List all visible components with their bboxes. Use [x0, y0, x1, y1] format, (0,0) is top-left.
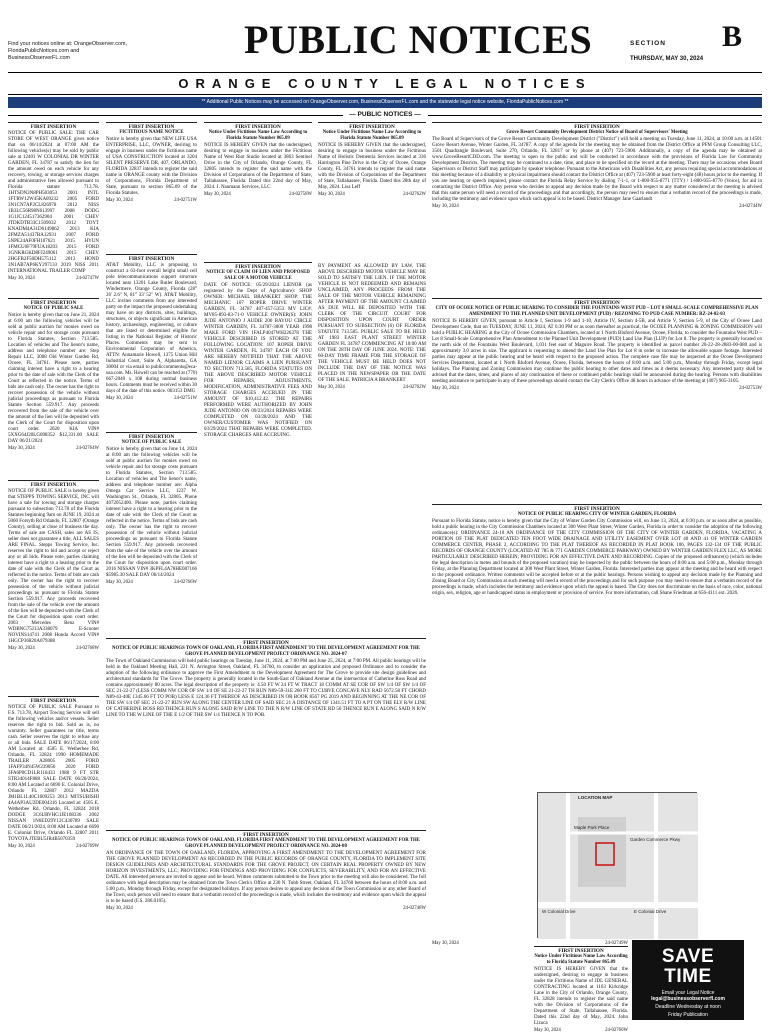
notice-footer: [534, 1028, 628, 1034]
notice-code: 24-02760W: [605, 1028, 628, 1034]
notice-heading: FIRST INSERTION: [30, 124, 77, 130]
notice-footer: [106, 396, 197, 402]
save-time-ad[interactable]: [632, 940, 744, 1020]
ad-email-link[interactable]: legal@businessobserverfl.com: [651, 996, 725, 1002]
notice-holistic-dementia: [318, 122, 426, 258]
notice-west-riot-studio: [204, 122, 312, 258]
notice-heading: FIRST INSERTION: [128, 434, 175, 440]
notice-claim-of-lien: [204, 262, 312, 634]
contact-line-3: BusinessObserverFL.com: [8, 55, 71, 61]
map-drawing: [538, 793, 698, 939]
notice-subheading: FICTITIOUS NAME NOTICE: [119, 130, 184, 136]
notice-body: Pursuant to Florida Statute, notice is hereby given that the City of Winter Garden City Commission will, on June 13, 2024, at 6:30 p.m. or as soon after as possible, hold a public hearing in the City Commission Chambers located at 300 West Plant Street, Winter Garden, Florida in order to consider the adoption of the following ordinance(s): ORDINANCE 24-10 AN ORDINANCE OF THE CITY COMMISSION OF THE CITY OF WINTER GARDEN, FLORIDA, VACATING A PORTION OF THE PLAT DEDICATED TEN FOOT WIDE DRAINAGE AND UTILITY EASEMENT OVER LOT 40 AND 41 OF WINTER GARDEN COMMERCE CENTER, PHASE 2, ACCORDING TO THE PLAT THEREOF AS RECORDED IN PLAT BOOK 106, PAGES 132-134 OF THE PUBLIC RECORDS OF ORANGE COUNTY (LOCATED AT 785 & 771 GARDEN COMMERCE PARKWAY) OWNED BY WINTER GARDEN FLEX LLC, AS MORE PARTICULARLY DESCRIBED HEREIN; PROVIDING FOR AN EFFECTIVE DATE AND RECORDING. Copies of the proposed ordinance(s) (which includes the legal description in metes and bounds of the proposed vacation) may be inspected by the public between the hours of 8:00 a.m. and 5:00 p.m., Monday through Friday, at the Planning Department located at 300 West Plant Street, Winter Garden, Florida. Interested parties may appear at the meeting and be heard with respect to the proposed ordinance. Written comments will be accepted before or at the public hearings. Persons wishing to appeal any decision made by the Planning and Zoning Board or City Commission at such meeting will need a record of the proceedings and for such purpose you may need to ensure that a verbatim record of the proceedings is made, which includes the testimony and evidence upon which the appeal is based. The City does not discriminate on the basis of race, color, national origin, sex, religion, age or handicapped status in employment or provision of service. For more information, call Shane Friedman at 656-4111 ext. 2026.: [432, 519, 762, 597]
notice-oakland-ord-2024-07: [106, 638, 426, 826]
notice-oakland-ord-2024-08: [106, 830, 426, 1020]
notice-heading: FIRST INSERTION: [243, 640, 289, 646]
notice-subheading: NOTICE OF PUBLIC HEARING CITY OF WINTER GARDEN, FLORIDA: [517, 512, 677, 518]
banner-rule: [8, 94, 762, 95]
notice-subheading: NOTICE OF PUBLIC SALE: [23, 306, 84, 312]
map-label-e-colonial: E Colonial Drive: [634, 909, 667, 914]
notice-heading: FIRST INSERTION: [30, 300, 77, 306]
notice-date: May 30, 2024: [106, 906, 133, 912]
notice-winter-garden: [432, 504, 762, 788]
map-label-commerce: Garden Commerce Pkwy: [630, 837, 681, 842]
notice-stepps-towing: [8, 480, 99, 692]
ad-line-email: Email your Legal Notice: [661, 990, 715, 996]
notice-code: 24-02758W: [289, 192, 312, 198]
notice-heading: FIRST INSERTION: [349, 124, 395, 130]
notice-grove-resort-cdd: [432, 122, 762, 294]
notice-date: May 30, 2024: [534, 1028, 561, 1034]
notice-footer: [432, 204, 762, 210]
notice-airport-towing: [8, 696, 99, 1020]
notice-footer: [106, 580, 197, 586]
notice-footer: [8, 646, 99, 652]
notice-body: NOTICE IS HEREBY GIVEN that the undersigned, desiring to engage in business under the Fictitious Name of Holistic Dementia Services located at 336 Harrington Pine Drive in the City of Ocoee, Orange County, FL 34761 intends to register the said name with the Division of Corporations of the Department of State, Tallahassee, Florida. Dated this 28th day of May, 2024. Lisa Leff: [318, 143, 426, 191]
notice-date: May 30, 2024: [318, 192, 345, 198]
notice-footer: [106, 906, 426, 912]
notice-heading: FIRST INSERTION: [235, 124, 281, 130]
section-letter: B: [722, 20, 743, 53]
location-map: [537, 792, 697, 938]
ad-title-time: TIME: [664, 966, 712, 987]
section-word: SECTION: [630, 40, 666, 47]
notice-code: 24-02769W: [76, 844, 99, 850]
notice-footer: [432, 386, 762, 392]
notice-claim-of-lien-continued: [318, 262, 426, 634]
notice-date: May 30, 2024: [8, 646, 35, 652]
notice-footer: [204, 192, 312, 198]
notice-date: May 30, 2024: [106, 198, 133, 204]
notice-code: 24-02768W: [76, 646, 99, 652]
notice-heading: FIRST INSERTION: [128, 124, 175, 130]
notice-alpha-omega: [106, 432, 197, 634]
ad-title-save: SAVE: [661, 946, 715, 967]
notice-code: 24-02764W: [76, 446, 99, 452]
notice-body: NOTICE IS HEREBY GIVEN, pursuant to Article I, Sections 1-9 and 1-10, Article IV, Section 4-5B, and Article V, Section 5-9, of the City of Ocoee Land Development Code, that on TUESDAY, JUNE 11, 2024, AT 6:30 PM or as soon thereafter as practical, the OCOEE PLANNING & ZONING COMMISSION will hold a PUBLIC HEARING at the City of Ocoee Commission Chambers, located at 1 North Bluford Avenue, Ocoee, Florida, to consider the Fountains West PUD – Lot 8 Small-Scale Comprehensive Plan Amendment to the Planned Unit Development (PUD) Land Use Plan (LUP) for Lot 8. The property is generally located on the north side of the Fountains West Boulevard, 1,031 feet east of Maguire Road. The property is identified as parcel number 20-22-28-2883-00-080 and is approximately 3.0 acres in size. The applicant is requesting to amend the Land Use Plan for Lot 8 in order to increase the allowable square footage. Interested parties may appear at the public hearing and be heard with respect to the proposed action. The complete case file may be inspected at the Ocoee Development Services Department, located at 1 North Bluford Avenue, Ocoee, Florida, between the hours of 8:00 a.m. and 5:00 p.m., Monday through Friday, except legal holidays. The Planning and Zoning Commission may continue the public hearing to other dates and times as it deems necessary. Any interested party shall be advised that the dates, times, and places of any continuation of these or continued public hearings shall be announced during the hearing. Persons with disabilities needing assistance to participate in any of these proceedings should contact the City Clerk's Office 48 hours in advance of the meeting at (407) 905-3105.: [432, 319, 762, 385]
notice-subheading: Notice Under Fictitious Name Law According to Florida Statute Number 865.09: [208, 130, 308, 142]
notice-heading: FIRST INSERTION: [574, 124, 620, 130]
notice-code: 24-02751W: [174, 396, 197, 402]
top-rule: [8, 72, 762, 73]
notice-code: 24-02762W: [403, 385, 426, 390]
notice-body: NOTICE IS HEREBY GIVEN that the undersigned, desiring to engage in business under the Fictitious Name of West Riot Studio located at 3863 Sentinel Drive in the City of Orlando, Orange County, FL 32805 intends to register the said name with the Division of Corporations of the Department of State, Tallahassee, Florida. Dated this 22nd day of May, 2024. J. Naumann Services, LLC: [204, 143, 312, 191]
notice-body: NOTICE OF PUBLIC SALE is hereby given that STEPPS TOWING SERVICE, INC will have a sale for towing and storage charges pursuant to subsection 713.78 of the Florida Statutes beginning 9am on JUNE 19, 2024 at 5060 Forsyth Rd Orlando, FL 32807 (Orange County), selling at close of business the day. Terms of sale are CASH, sales are AS IS, seller does not guarantee a title, ALL SALES ARE FINAL. Stepps Towing Service, Inc. reserves the right to bid and accept or reject any or all bids. Please note, parties claiming interest have a right to a hearing prior to the date of sale with the Clerk of the Court as reflected in the notice. Terms of bids are cash only. The owner has the right to recover possession of the vehicle without judicial proceedings as pursuant to Florida Statute Section 559.917. Any proceeds recovered from the sale of the vehicle over the amount of the lien will be deposited with the Clerk of the Court for disposition upon court order. 2003 Mercedes Benz VIN# WDBNG75J13A338079 E-Scooter NOVINS14741 2008 Honda Accord VIN# 1HGCP36820A079388: [8, 489, 99, 645]
notice-body: AT&T Mobility, LLC is proposing to construct a 63-foot overall height small cell pole telecommunications support structure located near 13201 Lake Butler Boulevard, Windermere, Orange County, Florida (28° 26' 2.6" N, 81° 33' 52" W). AT&T Mobility, LLC invites comments from any interested party on the impact the proposed undertaking may have on any districts, sites, buildings, structures, or objects significant in American history, archaeology, engineering, or culture that are listed or determined eligible for listing in the National Register of Historic Places. Comments may be sent to Environmental Corporation of America, ATTN: Annamarie Howell, 1375 Union Hill Industrial Court, Suite A, Alpharetta, GA 30004 or via email to publiccomments@eca-usa.com. Ms. Howell can be reached at (770) 667-2040 x 108 during normal business hours. Comments must be received within 30 days of the date of this notice. 003153 DMG: [106, 263, 197, 395]
notice-body: BY PAYMENT AS ALLOWED BY LAW, THE ABOVE DESCRIBED MOTOR VEHICLE MAY BE SOLD TO SATISFY THE LIEN. IF THE MOTOR VEHICLE IS NOT REDEEMED AND REMAINS UNCLAIMED, ANY PROCEEDS FROM THE SALE OF THE MOTOR VEHICLE REMAINING AFTER PAYMENT OF THE AMOUNT CLAIMED AS DUE WILL BE DEPOSITED WITH THE CLERK OF THE CIRCUIT COURT FOR DISPOSITION UPON COURT ORDER PURSUANT TO SUBSECTION (6) OF FLORIDA STATUTE 713.585. PUBLIC SALE TO BE HELD AT 1983 EAST PLANT STREET WINTER GARDEN FL 34787 COMMENCING AT 10:00 AM ON THE 28TH DAY OF JUNE 2024. NOTE: THE 60-DAY TIME FRAME FOR THE STORAGE OF THE VEHICLE MUST BE HELD DOES NOT INCLUDE THE DAY OF THE NOTICE WAS PLACED IN THE NEWSPAPER OR THE DATE OF THE SALE. PATRICIA A BRANKERT: [318, 264, 426, 383]
ad-line-deadline: Deadline Wednesday at noon: [655, 1004, 721, 1010]
notice-body: NOTICE IS HEREBY GIVEN that the undersigned, desiring to engage in business under the Fictitious Name of JDL GENERAL CONTRACTING located at 1163 Kirkridge Lane in the City of Orlando, Orange County, FL 32828 intends to register the said name with the Division of Corporations of the Department of State, Tallahassee, Florida. Dated this 22nd day of May, 2024. John Lizuca: [534, 967, 628, 1027]
notice-footer: [318, 192, 426, 198]
contact-line-1: Find your notices online at: OrangeObserver.com,: [8, 41, 127, 47]
notice-subheading: Notice Under Fictitious Name Law According to Florida Statute Number 865.09: [534, 954, 628, 966]
notice-code: 24-02762W: [403, 192, 426, 198]
map-label-maple-park: Maple Park Place: [574, 825, 610, 830]
notice-footer: [8, 844, 99, 850]
notice-code: 24-02747W: [76, 276, 99, 282]
masthead: [0, 0, 770, 96]
notice-heading: FIRST INSERTION: [558, 948, 604, 954]
notice-code: 24-02753W: [739, 386, 762, 392]
info-strip: ** Additional Public Notices may be accessed on OrangeObserver.com, BusinessObserverFL.com and the statewide legal notice website, FloridaPublicNotices.com **: [8, 97, 762, 108]
notice-code: 24-02749W: [605, 941, 628, 946]
notice-body: Notice is hereby given that on June 21, 2024 at 6:00 am the following vehicles will be sold at public auction for monies owed on vehicle repair and for storage costs pursuant to Florida Statutes, Section 713.585. Location of vehicles and The lienor's name, address and telephone number are: Step Repair LLC, 3008 Old Winter Garden Rd, Ocoee, FL 34761. Please note, parties claiming interest have a right to a hearing prior to the date of sale with the Clerk of the Court as reflected in the notice. Terms of bids are cash only. The owner has the right to recover possession of the vehicle without judicial proceedings as pursuant to Florida Statute Section 559.917. Any proceeds recovered from the sale of the vehicle over the amount of the lien will be deposited with the Clerk of the Court for disposition upon court order. 2020 KIA VIN# 5XXG64J20LG098352 $12,331.00 SALE DAY 06/21/2024: [8, 313, 99, 445]
notice-date: May 30, 2024: [432, 204, 459, 210]
notice-body: Notice is hereby given that NEW LIFE USA ENTERPRISE, LLC, OWNER, desiring to engage in business under the fictitious name of USA CONSTRUCTION located at 3204 SILENT PRESERVE DR, 407, ORLANDO, FLORIDA 32837 intends to register the said name in ORANGE county with the Division of Corporations, Florida Department of State, pursuant to section 865.09 of the Florida Statutes.: [106, 137, 197, 197]
notice-heading: FIRST INSERTION: [235, 264, 281, 270]
notice-subheading: NOTICE OF PUBLIC SALE: [121, 440, 182, 446]
map-title: LOCATION MAP: [578, 795, 613, 800]
notice-heading: FIRST INSERTION: [243, 832, 289, 838]
notice-footer: [318, 385, 426, 391]
contact-lines: [8, 41, 127, 62]
notice-subheading: NOTICE OF PUBLIC HEARINGS TOWN OF OAKLAND, FLORIDA FIRST AMENDMENT TO THE DEVELOPMENT AGREEMENT FOR THE GROVE PLANNED DEVELOPMENT PROJECT ORDINANCE NO. 2024-07: [112, 646, 420, 658]
contact-line-2: FloridaPublicNotices.com and: [8, 48, 80, 54]
ad-line-publication: Friday Publication: [668, 1012, 708, 1018]
notice-att-mobility: [106, 254, 197, 428]
issue-date: THURSDAY, MAY 30, 2024: [630, 56, 704, 62]
notice-date: May 30, 2024: [106, 580, 133, 586]
notice-subheading: CITY OF OCOEE NOTICE OF PUBLIC HEARING TO CONSIDER THE FOUNTAINS WEST PUD – LOT 8 SMALL-SCALE COMPREHENSIVE PLAN AMENDMENT TO THE PLANNED UNIT DEVELOPMENT (PUD) / REZONING TO PUD CASE NUMBER: RZ-24-02-03: [435, 306, 759, 318]
notice-code: 24-02766W: [174, 580, 197, 586]
notice-date: May 30, 2024: [8, 844, 35, 850]
notice-jdl-contracting: [534, 946, 628, 1034]
page-title: PUBLIC NOTICES: [244, 17, 593, 62]
notice-car-store: [8, 122, 99, 294]
notice-code: 24-02748W: [403, 906, 426, 912]
map-label-w-colonial: W Colonial Drive: [542, 909, 576, 914]
notice-body: NOTICE OF PUBLIC SALE Pursuant to F.S. 713.78, Airport Towing Service will sell the following vehicles and/or vessels. Seller reserves the right to bid. Sold as is, no warranty. Seller guarantees no title, terms cash. Seller reserves the right to refuse any or all bids. SALE DATE 06/17/2024, 8:00 AM Located at: 4505 E. Wetherbee Rd, Orlando, FL 32824 1990 HOMEMADE TRAILER A28005 2005 FORD 1FAFP34N45W239056 2020 FORD 3FA6P0CD1LR118433 1988 9 FT STR STR34014F888 SALE DATE 06/20/2024, 8:00 AM Located at 6690 E. Colonial Drive, Orlando FL 32807 2012 MAZDA JM1BL1L40C1609253 2013 MITSUBISHI 4A4AP3AU2DE004316 Located at: 4505 E. Wetherbee Rd, Orlando, FL 32824 2018 DODGE 3C6URVHG1JE108336 2002 NISSAN 1N6ED29Y12C430789 SALE DATE 06/21/2024, 8:00 AM Located at 6690 E. Colonial Drive, Orlando FL 32807 2011 TOYOTA JTEBU5JR4B5070359: [8, 705, 99, 843]
notice-code: 24-02751W: [174, 198, 197, 204]
notice-body: AN ORDINANCE OF THE TOWN OF OAKLAND, FLORIDA, APPROVING A FIRST AMENDMENT TO THE DEVELOPMENT AGREEMENT FOR THE GROVE PLANNED DEVELOPMENT AS RECORDED IN THE PUBLIC RECORDS OF ORANGE COUNTY, FLORIDA TO IMPLEMENT SITE DESIGN GUIDELINES AND ARCHITECTURAL STANDARDS FOR THE GROVE PROJECT, ON CERTAIN REAL PROPERTY OWNED BY NEW HORIZON INVESTMENTS, LLC; PROVIDING FOR FINDINGS AND PROVIDING FOR CONFLICTS, SEVERABILITY, AND FOR AN EFFECTIVE DATE. All interested persons are invited to appear and be heard. Written comments submitted to the Town prior to the meeting will also be considered. The full ordinance with legal description may be obtained from the Town Clerk's Office at 230 N. Tubb Street, Oakland, FL 34760 between the hours of 8:00 a.m. and 5:00 p.m., Monday through Friday, except for designated holidays. If any person desires to appeal any decision of the Town Commission or any other Board of the Town, such person will need to ensure that a verbatim record of the proceedings is made, which includes the testimony and evidence upon which the appeal is to be based (F.S. 286.0105).: [106, 851, 426, 905]
notice-code: 24-02744W: [739, 204, 762, 210]
notice-footer: [8, 446, 99, 452]
notice-heading: FIRST INSERTION: [128, 256, 175, 262]
section-rule-right: [428, 115, 762, 116]
notice-city-of-ocoee: [432, 298, 762, 500]
notice-body: The Board of Supervisors of the Grove Resort Community Development District ("District") will hold a meeting on Tuesday, June 11, 2024, at 10:00 a.m. at 14501 Grove Resort Avenue, Winter Garden, FL 34787. A copy of the agenda for the meeting may be obtained from the District Office at PFM Group Consulting LLC, 3501 Quadrangle Boulevard, Suite 270, Orlando, FL 32817 or by phone at (407) 723-5900. Additionally, a copy of the agenda may be obtained at www.GroveResortCDD.com. The meeting is open to the public and will be conducted in accordance with the provisions of Florida Law for Community Development Districts. The meeting may be continued to a date, time, and place to be specified on the record at the meeting. There may be occasions when Board Supervisors or District Staff may participate by speaker telephone. Pursuant to the Americans with Disabilities Act, any person requiring special accommodations at this meeting because of a disability or physical impairment should contact the District Office at (407) 723-5900 at least forty-eight (48) hours prior to the meeting. If you are hearing or speech impaired, please contact the Florida Relay Service by dialing 7-1-1, or 1-800-955-8771 (TTY) / 1-800-955-8770 (Voice), for aid in contacting the District Office. Any person who decides to appeal any decision made by the Board with respect to any matter considered at the meeting is advised that this same person will need a record of the proceedings and that accordingly, the person may need to ensure that a verbatim record of the proceedings is made, including the testimony and evidence upon which such appeal is to be based. District Manager Jane Gaarlandt: [432, 137, 762, 203]
legal-banner: ORANGE COUNTY LEGAL NOTICES: [178, 76, 592, 91]
notice-subheading: NOTICE OF CLAIM OF LIEN AND PROPOSED SALE OF A MOTOR VEHICLE: [206, 270, 310, 282]
notice-subheading: Grove Resort Community Development District Notice of Board of Supervisors' Meeting: [506, 130, 688, 136]
notice-date: May 30, 2024: [8, 446, 35, 452]
notice-heading: FIRST INSERTION: [574, 300, 620, 306]
notice-heading: FIRST INSERTION: [30, 482, 77, 488]
notice-heading: FIRST INSERTION: [574, 506, 620, 512]
notice-subheading: NOTICE OF PUBLIC HEARINGS TOWN OF OAKLAND, FLORIDA FIRST AMENDMENT TO THE DEVELOPMENT AGREEMENT FOR THE GROVE PLANNED DEVELOPMENT PROJECT ORDINANCE NO. 2024-08: [112, 838, 420, 850]
notice-body: NOTICE OF PUBLIC SALE: THE CAR STORE OF WEST ORANGE gives notice that on 06/14/2024 at 07:00 AM the following vehicles(s) may be sold by public sale at 12401 W COLONIAL DR WINTER GARDEN, FL 34787 to satisfy the lien for the amount owed on each vehicle for any recovery, towing, or storage services charges and administrative fees allowed pursuant to Florida statute 713.78. 1HTSDN3N8PH503053 2001 INTL 1FTRW12W45KA09232 2005 FORD 3N1CN7AP2CL826978 2012 NISS 1B3LC56R98N613997 2008 DODG 1G1JC124517362904 2001 CHEV JTDKDTB33C1509032 2012 TOYT KNADM4A31D6149862 2013 KIA 2FMZA51437BA12931 2007 FORD 5NPE24AF0FH107621 2015 HYUN 1FMCU0F79FUA18203 2015 FORD 1GNKRGKD8FJ249061 2015 CHEV 2HGFB2F50DH575112 2013 HOND 3N1AB7AP6KY297133 2019 NISS 2011 INTERNATIONAL TRAILER COMP: [8, 131, 99, 275]
notice-date: May 30, 2024: [204, 192, 231, 198]
notice-date: May 30, 2024: [432, 941, 459, 946]
notice-footer: [8, 276, 99, 282]
notice-date: May 30, 2024: [106, 396, 133, 402]
notice-heading: FIRST INSERTION: [30, 698, 77, 704]
notice-body: DATE OF NOTICE: 05/29/2024 LIENOR (as registered by the Dept of Agriculture): SHOP OWNER: MICHAEL BRANKERT SHOP: THE MECHANIC 107 ROPER DRIVE WINTER GARDEN, FL 34787 407-457-5353 MV LIC#: MV85-893-83-71-0 VEHICLE OWNER(S): JOHN JUDE ANTONIO J AUDIE 200 BAYOU CIRCLE WINTER GARDEN, FL 34787-3000 YEAR 1998 MAKE FORD VIN 1FALP4047WH226378 THE VEHICLE DESCRIBED IS STORED AT THE FOLLOWING LOCATION: 107 ROPER DRIVE WINTER GARDEN, FL 34787 EACH OF YOU ARE HEREBY NOTIFIED THAT THE ABOVE NAMED LIENOR CLAIMS A LIEN PURSUANT TO SECTION 713.585, FLORIDA STATUTES ON THE ABOVE DESCRIBED MOTOR VEHICLE FOR REPAIRS, ADJUSTMENTS, MODIFICATION, ADMINISTRATIVE FEES AND STORAGE CHARGES ACCRUED IN THE AMOUNT OF $10,412.42. THE REPAIRS PERFORMED WERE AUTHORIZED BY JOHN JUDE ANTONIO ON 09/23/2024 REPAIRS WERE COMPLETED ON 03/28/2024 AND THE OWNER/CUSTOMER WAS NOTIFIED ON 03/29/2024 THAT REPAIRS WERE COMPLETED. STORAGE CHARGES ARE ACCRUING.: [204, 283, 312, 439]
notice-date: May 30, 2024: [8, 276, 35, 282]
notice-body: Notice is hereby given that on June 14, 2024 at 8:00 am the following vehicles will be sold at public auction for monies owed on vehicle repair and for storage costs pursuant to Florida Statutes, Section 713.585. Location of vehicles and The lienor's name, address and telephone number are: Alpha Omega Car Service LLC, 1237 W. Washington St., Orlando, FL 32805. Phone 4072052400. Please note, parties claiming interest have a right to a hearing prior to the date of sale with the Clerk of the Court as reflected in the notice. Terms of bids are cash only. The owner has the right to recover possession of the vehicle without judicial proceedings as pursuant to Florida Statute Section 559.917. Any proceeds recovered from the sale of the vehicle over the amount of the lien will be deposited with the Clerk of the Court for disposition upon court order. 2016 NISSAN VIN# 3KPFL4A78HE087166 $5985.30 SALE DAY 06/14/2024: [106, 447, 197, 579]
notice-footer: [106, 198, 197, 204]
section-label: — PUBLIC NOTICES —: [349, 111, 421, 118]
notice-step-repair: [8, 298, 99, 476]
notice-date: May 30, 2024: [318, 385, 345, 390]
notice-subheading: Notice Under Fictitious Name Law According to Florida Statute Number 865.09: [322, 130, 422, 142]
notice-usa-construction: [106, 122, 197, 250]
notice-date: May 30, 2024: [432, 386, 459, 392]
notice-body: The Town of Oakland Commission will hold public hearings on Tuesday, June 11, 2024, at 7:00 PM and June 25, 2024, at 7:00 PM. All public hearings will be held in the Oakland Meeting Hall, 221 N. Arrington Street, Oakland, FL 34760, to consider an application and proposed Ordinance and to consider the adoption of the following ordinance to approve the First Amendment to the Development Agreement for The Grove to provide site design guidelines and architectural standards for The Grove. The property is generally located in the South-East of Oakland Avenue at the intersection of Catherine Ross Road and contains approximately 80 acres. The legal description of the property is: 4.50 FT W 24 FT W TRACT 18 COMM AT SE COR OF SW 1/4 OF SW 1/4 OF SEC 21-22-27 (LESS COMM NW COR OF SW 1/4 OF SE 21-22-27 TH RUN N89-59-31E 260 FT TO CURVE CONCAVE NLY RAD 5672.58 FT CHORD N89-43-40E 1345.66 FT TO POB) LESS E 124.36 FT THEREOF AS DESCRIBED IN OR BOOK 8567 PG 2019 AND BEGINNING AT THE NE COR OF THE SW 1/4 OF SEC 21-22-27 RUN SW ALONG THE CENTER LINE OF SAID SEC 21 A DISTANCE OF 1341.51 FT TO A PT ON THE ELY R/W LINE OF CATHERINE ROSS RD THENCE RUN S ALONG SAID R/W LINE TO THE N R/W LINE OF STATE RD 50 THENCE RUN E ALONG SAID N R/W LINE TO THE W LINE OF THE E 1/2 OF THE SW 1/4 THENCE N TO POB.: [106, 659, 426, 719]
